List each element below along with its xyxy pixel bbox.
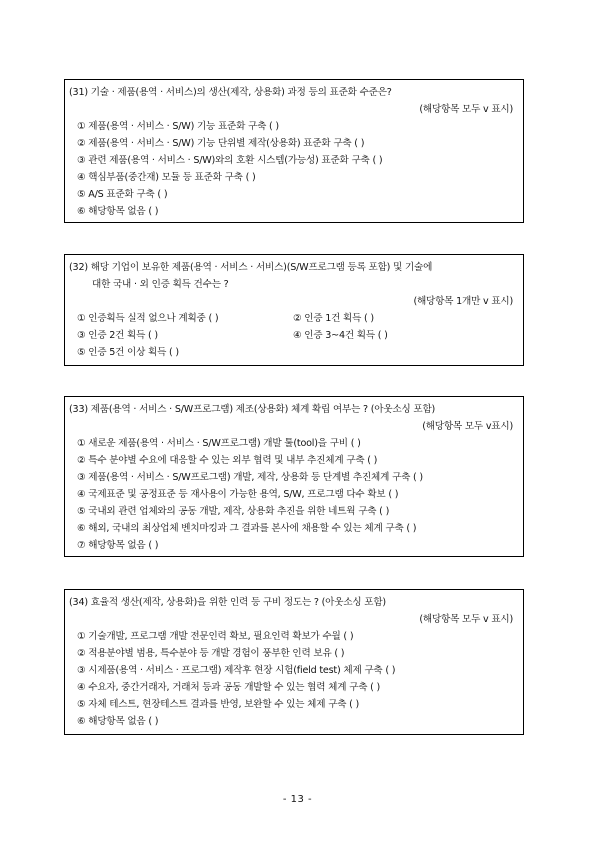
question-34-option[interactable]: ④ 수요자, 중간거래자, 거래처 등과 공동 개발할 수 있는 협력 체계 구축 ( ): [77, 682, 381, 693]
question-34-box: [64, 589, 524, 735]
question-33-note: (해당항목 모두 v표시): [422, 421, 513, 432]
question-33-title: (33) 제품(용역 · 서비스 · S/W프로그램) 제조(상용화) 체계 확립 여부는 ? (아웃소싱 포함): [69, 404, 436, 415]
question-31-box: [64, 79, 524, 223]
question-34-title: (34) 효율적 생산(제작, 상용화)을 위한 인력 등 구비 정도는 ? (아웃소싱 포함): [69, 597, 386, 608]
question-32-option[interactable]: ④ 인증 3~4건 획득 ( ): [293, 330, 388, 341]
question-31-option[interactable]: ⑤ A/S 표준화 구축 ( ): [77, 189, 168, 200]
question-32-option[interactable]: ① 인증획득 실적 없으나 계획중 ( ): [77, 313, 219, 324]
question-32-box: [64, 254, 524, 366]
question-31-option[interactable]: ③ 관련 제품(용역 · 서비스 · S/W)와의 호환 시스템(가능성) 표준화 구축 ( ): [77, 155, 383, 166]
question-31-option[interactable]: ④ 핵심부품(중간재) 모듈 등 표준화 구축 ( ): [77, 172, 256, 183]
question-32-option[interactable]: ⑤ 인증 5건 이상 획득 ( ): [77, 347, 179, 358]
question-33-option[interactable]: ④ 국제표준 및 공정표준 등 재사용이 가능한 용역, S/W, 프로그램 다수 확보 ( ): [77, 489, 399, 500]
question-34-option[interactable]: ③ 시제품(용역 · 서비스 · 프로그램) 제작후 현장 시험(field test) 체제 구축 ( ): [77, 665, 396, 676]
question-31-title: (31) 기술 · 제품(용역 · 서비스)의 생산(제작, 상용화) 과정 등의 표준화 수준은?: [69, 87, 392, 98]
question-32-option-row: [69, 327, 517, 344]
question-33-option[interactable]: ⑤ 국내외 관련 업체와의 공동 개발, 제작, 상용화 추진을 위한 네트웍 구축 ( ): [77, 506, 390, 517]
page-number: - 13 -: [282, 794, 313, 805]
question-33-box: [64, 396, 524, 557]
question-33-option[interactable]: ⑥ 해외, 국내의 최상업체 벤치마킹과 그 결과를 본사에 채용할 수 있는 체계 구축 ( ): [77, 523, 417, 534]
question-31-option[interactable]: ② 제품(용역 · 서비스 · S/W) 기능 단위별 제작(상용화) 표준화 구축 ( ): [77, 138, 365, 149]
question-31-option[interactable]: ① 제품(용역 · 서비스 · S/W) 기능 표준화 구축 ( ): [77, 121, 279, 132]
question-31-option[interactable]: ⑥ 해당항목 없음 ( ): [77, 206, 159, 217]
question-33-option[interactable]: ⑦ 해당항목 없음 ( ): [77, 540, 159, 551]
question-33-option[interactable]: ③ 제품(용역 · 서비스 · S/W프로그램) 개발, 제작, 상용화 등 단계별 추진체계 구축 ( ): [77, 472, 423, 483]
question-33-option[interactable]: ① 새로운 제품(용역 · 서비스 · S/W프로그램) 개발 툴(tool)을 구비 ( ): [77, 438, 361, 449]
question-32-option[interactable]: ② 인증 1건 획득 ( ): [293, 313, 374, 324]
question-32-title-cont: 대한 국내 · 외 인증 획득 건수는 ?: [92, 279, 229, 290]
question-34-option[interactable]: ⑤ 자체 테스트, 현장테스트 결과를 반영, 보완할 수 있는 체제 구축 ( ): [77, 699, 360, 710]
question-32-title: (32) 해당 기업이 보유한 제품(용역 · 서비스 · 서비스)(S/W프로그램 등록 포함) 및 기술에: [69, 262, 433, 273]
question-34-option[interactable]: ② 적용분야별 범용, 특수분야 등 개발 경험이 풍부한 인력 보유 ( ): [77, 648, 345, 659]
question-32-option-row: [69, 310, 517, 327]
question-34-option[interactable]: ⑥ 해당항목 없음 ( ): [77, 716, 159, 727]
question-32-option[interactable]: ③ 인증 2건 획득 ( ): [77, 330, 158, 341]
question-33-option[interactable]: ② 특수 분야별 수요에 대응할 수 있는 외부 협력 및 내부 추진체계 구축 ( ): [77, 455, 378, 466]
question-34-option[interactable]: ① 기술개발, 프로그램 개발 전문인력 확보, 필요인력 확보가 수월 ( ): [77, 631, 354, 642]
question-34-note: (해당항목 모두 v 표시): [419, 614, 513, 625]
question-32-note: (해당항목 1개만 v 표시): [413, 296, 513, 307]
question-31-note: (해당항목 모두 v 표시): [419, 104, 513, 115]
